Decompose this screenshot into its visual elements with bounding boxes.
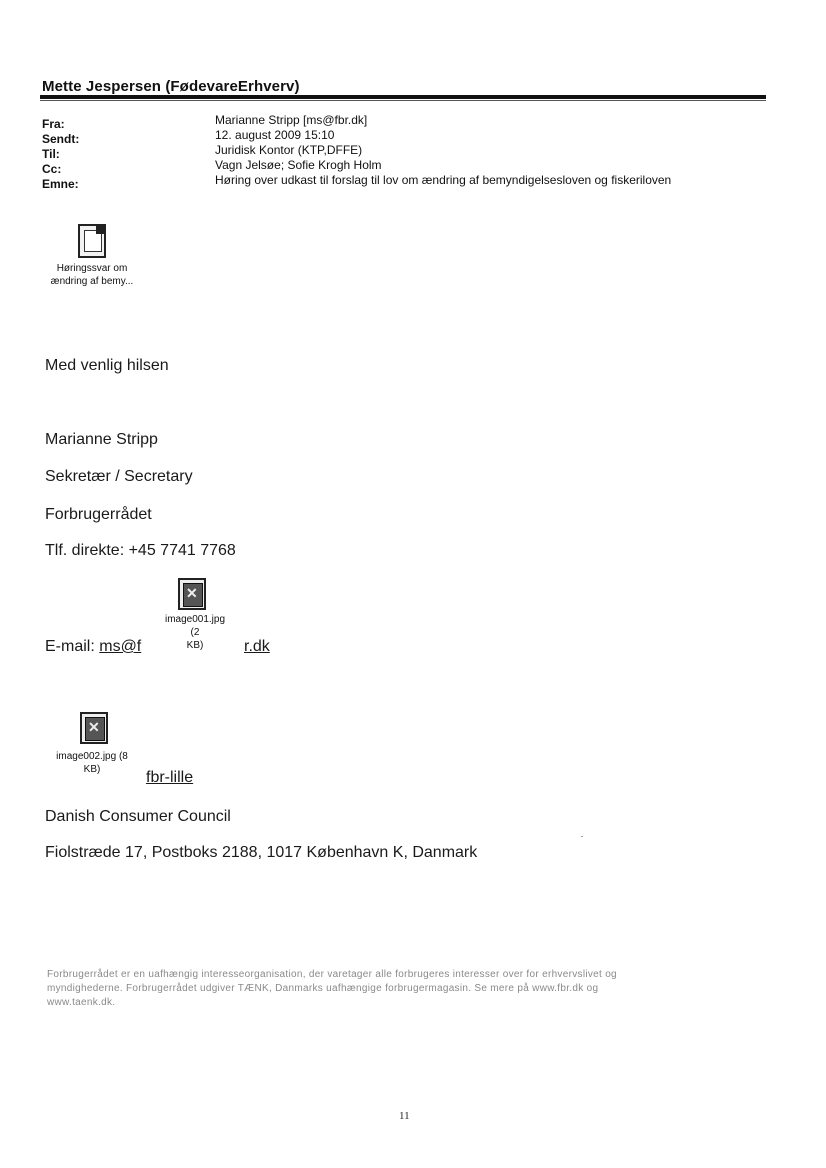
signature-org-english: Danish Consumer Council	[45, 808, 231, 825]
sent-label: Sendt:	[42, 132, 80, 146]
header-divider-thin	[40, 100, 766, 101]
email-link-part1[interactable]: ms@f	[99, 638, 142, 655]
signature-phone: Tlf. direkte: +45 7741 7768	[45, 542, 236, 559]
email-label: E-mail:	[45, 638, 100, 655]
word-document-icon[interactable]	[78, 224, 106, 258]
scan-speck	[581, 836, 583, 837]
subject-value: Høring over udkast til forslag til lov om ændring af bemyndigelsesloven og fiskeriloven	[215, 173, 672, 187]
from-label: Fra:	[42, 117, 65, 131]
to-value: Juridisk Kontor (KTP,DFFE)	[215, 143, 363, 157]
cc-label: Cc:	[42, 162, 62, 176]
cc-value: Vagn Jelsøe; Sofie Krogh Holm	[215, 158, 382, 172]
signature-org: Forbrugerrådet	[45, 506, 152, 523]
subject-label: Emne:	[42, 177, 79, 191]
greeting: Med venlig hilsen	[45, 357, 169, 374]
image2-caption: image002.jpg (8 KB)	[56, 751, 128, 775]
logo-link[interactable]: fbr-lille	[146, 769, 194, 786]
attachment-caption[interactable]: Høringssvar om ændring af bemy...	[50, 263, 134, 287]
signature-name: Marianne Stripp	[45, 431, 158, 448]
page-number: 11	[399, 1110, 410, 1122]
signature-address: Fiolstræde 17, Postboks 2188, 1017 København K, Danmark	[45, 844, 478, 861]
image1-caption: image001.jpg (2 KB)	[164, 614, 226, 651]
broken-image-icon[interactable]: ✕	[80, 712, 108, 744]
sent-value: 12. august 2009 15:10	[215, 128, 335, 142]
from-value: Marianne Stripp [ms@fbr.dk]	[215, 113, 368, 127]
broken-image-icon[interactable]: ✕	[178, 578, 206, 610]
footer-disclaimer: Forbrugerrådet er en uafhængig interesseorganisation, der varetager alle forbrugeres interesser over for erhvervslivet og myndighederne. Forbrugerrådet udgiver TÆNK, Danmarks uafhængige forbrugermagasin. Se mere på www.fbr.dk og www.taenk.dk.	[47, 969, 617, 1008]
header-divider	[40, 95, 766, 99]
sender-name: Mette Jespersen (FødevareErhverv)	[42, 78, 300, 95]
signature-title: Sekretær / Secretary	[45, 468, 193, 485]
to-label: Til:	[42, 147, 60, 161]
email-link-part2[interactable]: r.dk	[244, 638, 270, 655]
email-line	[45, 637, 141, 657]
